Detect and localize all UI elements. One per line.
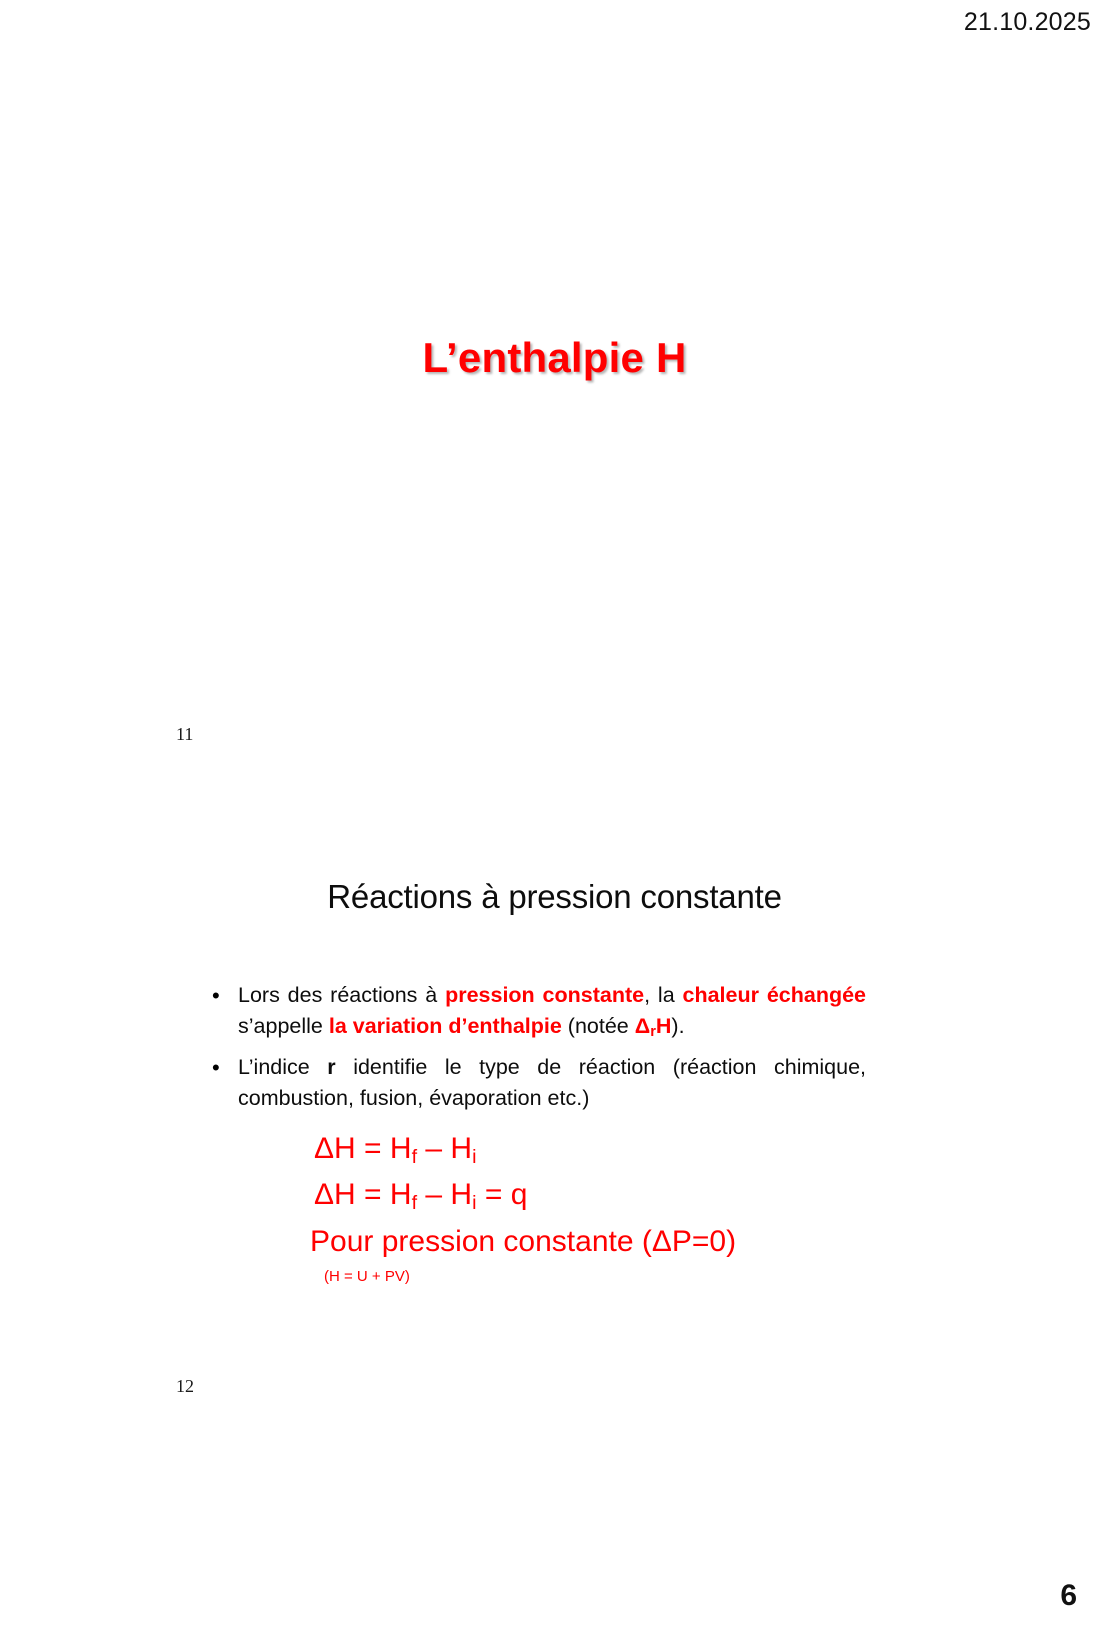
slide-11-title: L’enthalpie H bbox=[422, 334, 687, 381]
bullet-text-1: Lors des réactions à pression constante, la chaleur échangée s’appelle la variation d’enthalpie (notée $\Delta_rH$). bbox=[238, 983, 867, 1041]
page-number: 6 bbox=[1060, 1579, 1077, 1612]
slide-12-heading: Réactions à pression constante bbox=[327, 878, 782, 915]
slide-11-number: 11 bbox=[176, 724, 194, 744]
bullet-marker-icon: • bbox=[212, 1055, 220, 1081]
list-item bbox=[208, 1052, 866, 1114]
formula-note: (H = U + PV) bbox=[324, 1267, 410, 1285]
document-date: 21.10.2025 bbox=[963, 8, 1091, 36]
formula-block bbox=[310, 1130, 950, 1285]
slide-12 bbox=[0, 800, 1109, 1440]
slide-12-number: 12 bbox=[176, 1376, 194, 1396]
formula-line-2: $\Delta H = H_f - H_i = q$ bbox=[314, 1177, 528, 1214]
formula-line-3: Pour pression constante (ΔP=0) bbox=[310, 1224, 737, 1258]
bullet-text-2: L’indice r identifie le type de réaction (réaction chimique, combustion, fusion, évaporation etc.) bbox=[238, 1055, 867, 1111]
slide-11 bbox=[0, 90, 1109, 780]
list-item bbox=[208, 980, 866, 1048]
bullet-list bbox=[208, 980, 866, 1118]
formula-line-1: $\Delta H = H_f - H_i$ bbox=[314, 1132, 477, 1168]
bullet-marker-icon: • bbox=[212, 983, 220, 1008]
